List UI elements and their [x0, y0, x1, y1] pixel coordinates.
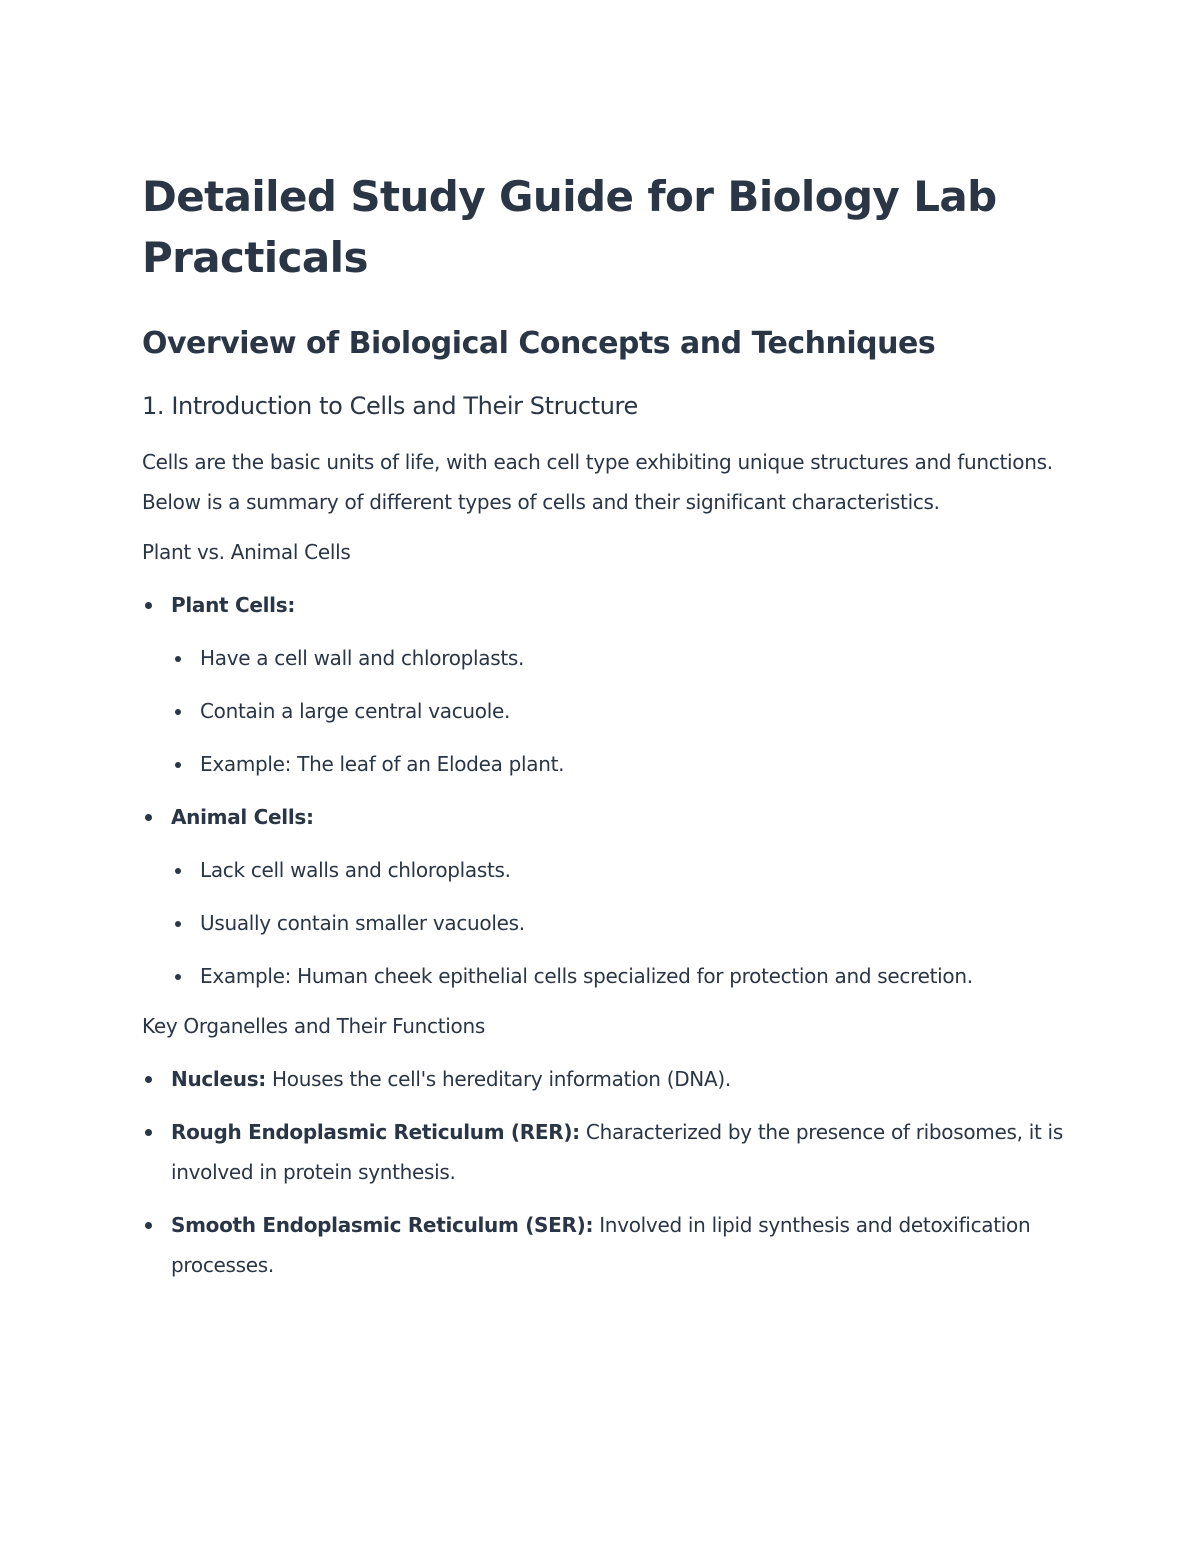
plant-cells-label: Plant Cells:: [171, 593, 296, 617]
list-item-animal-cells: [142, 797, 1072, 996]
animal-cells-label: Animal Cells:: [171, 805, 314, 829]
animal-cells-sublist: [171, 850, 1072, 996]
intro-paragraph: Cells are the basic units of life, with each cell type exhibiting unique structures and functions. Below is a summary of different types of cells and their significant characteristics.: [142, 450, 1053, 514]
organelles-list: [142, 1059, 1072, 1285]
document-title: Detailed Study Guide for Biology Lab Practicals: [142, 172, 997, 282]
organelle-term: Smooth Endoplasmic Reticulum (SER):: [171, 1213, 594, 1237]
list-item: Have a cell wall and chloroplasts.: [171, 638, 1072, 678]
section-heading: Overview of Biological Concepts and Techniques: [142, 326, 936, 361]
list-item: Contain a large central vacuole.: [171, 691, 1072, 731]
plant-vs-animal-heading: Plant vs. Animal Cells: [142, 540, 351, 564]
list-item-plant-cells: [142, 585, 1072, 784]
list-item-nucleus: [142, 1059, 1072, 1099]
list-item-ser: [142, 1205, 1072, 1285]
list-item: Usually contain smaller vacuoles.: [171, 903, 1072, 943]
organelle-description: Characterized by the presence of ribosomes, it is involved in protein synthesis.: [171, 1120, 1063, 1184]
organelle-term: Rough Endoplasmic Reticulum (RER):: [171, 1120, 580, 1144]
organelle-description: Houses the cell's hereditary information (DNA).: [266, 1067, 731, 1091]
organelle-term: Nucleus:: [171, 1067, 266, 1091]
list-item: Example: Human cheek epithelial cells specialized for protection and secretion.: [171, 956, 1072, 996]
organelles-heading: Key Organelles and Their Functions: [142, 1014, 485, 1038]
organelle-description: Involved in lipid synthesis and detoxification processes.: [171, 1213, 1031, 1277]
list-item-rer: [142, 1112, 1072, 1192]
cell-types-list: [142, 585, 1072, 996]
list-item: Lack cell walls and chloroplasts.: [171, 850, 1072, 890]
list-item: Example: The leaf of an Elodea plant.: [171, 744, 1072, 784]
plant-cells-sublist: [171, 638, 1072, 784]
subsection-heading: 1. Introduction to Cells and Their Structure: [142, 392, 638, 420]
document-page: [142, 166, 1072, 1285]
